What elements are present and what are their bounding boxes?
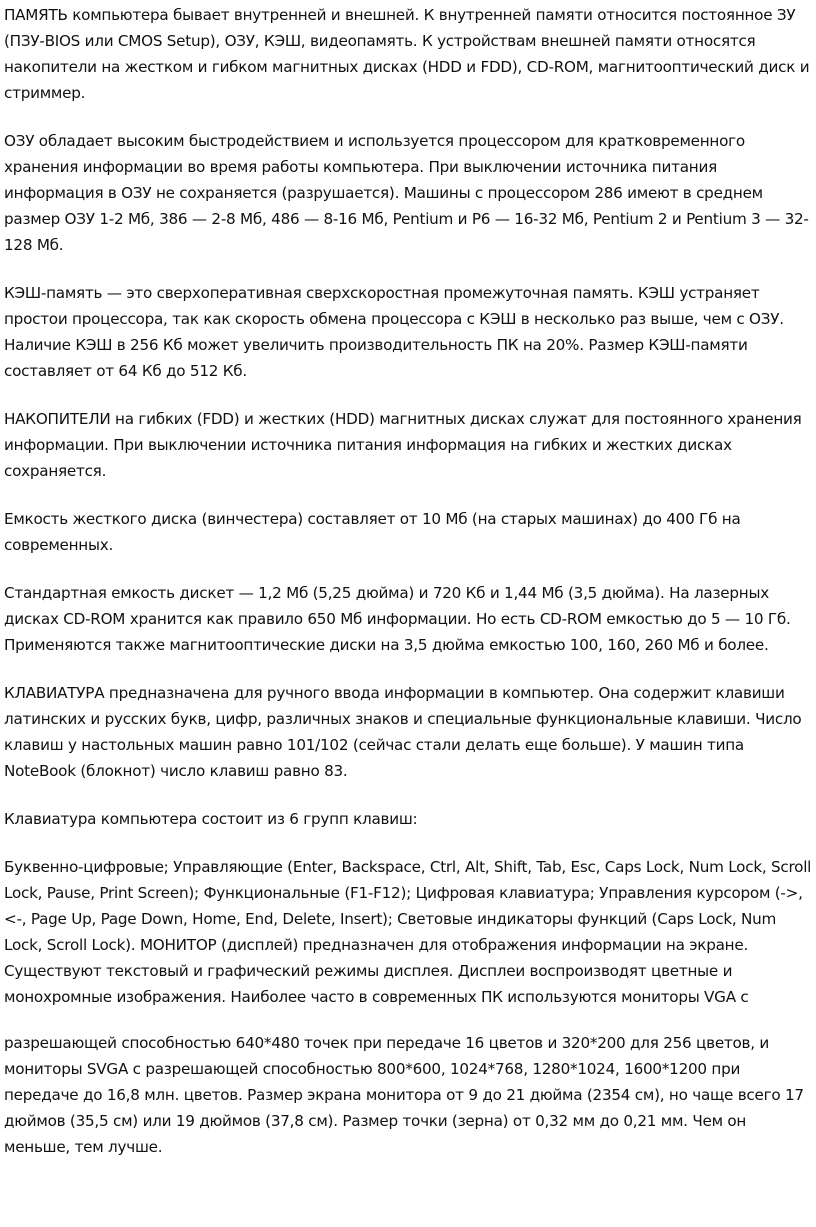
paragraph-cache: КЭШ-память — это сверхоперативная сверхскоростная промежуточная память. КЭШ устраняет простои процессора, так как скорость обмена процессора с КЭШ в несколько раз выше, чем с ОЗУ. Наличие КЭШ в 256 Кб может увеличить производительность ПК на 20%. Размер КЭШ-памяти составляет от 64 Кб до 512 Кб. bbox=[4, 284, 784, 380]
paragraph-floppy-capacity: Стандартная емкость дискет — 1,2 Мб (5,25 дюйма) и 720 Кб и 1,44 Мб (3,5 дюйма). На лазерных дисках CD-ROM хранится как правило 650 Мб информации. Но есть CD-ROM емкостью до 5 — 10 Гб. Применяются также магнитооптические диски на 3,5 дюйма емкостью 100, 160, 260 Мб и более. bbox=[4, 584, 791, 654]
paragraph-drives: НАКОПИТЕЛИ на гибких (FDD) и жестких (HDD) магнитных дисках служат для постоянного хранения информации. При выключении источника питания информация на гибких и жестких дисках сохраняется. bbox=[4, 410, 802, 480]
paragraph-memory: ПАМЯТЬ компьютера бывает внутренней и внешней. К внутренней памяти относится постоянное ЗУ (ПЗУ-BIOS или CMOS Setup), ОЗУ, КЭШ, видеопамять. К устройствам внешней памяти относятся накопители на жестком и гибком магнитных дисках (HDD и FDD), CD-ROM, магнитооптический диск и стриммер. bbox=[4, 6, 810, 102]
paragraph-keyboard-groups: Клавиатура компьютера состоит из 6 групп клавиш: bbox=[4, 810, 418, 828]
paragraph-ram: ОЗУ обладает высоким быстродействием и используется процессором для кратковременного хранения информации во время работы компьютера. При выключении источника питания информация в ОЗУ не сохраняется (разрушается). Машины с процессором 286 имеют в среднем размер ОЗУ 1-2 Мб, 386 — 2-8 Мб, 486 — 8-16 Мб, Pentium и P6 — 16-32 Мб, Pentium 2 и Pentium 3 — 32-128 Мб. bbox=[4, 132, 809, 254]
paragraph-hdd-capacity: Емкость жесткого диска (винчестера) составляет от 10 Мб (на старых машинах) до 400 Гб на современных. bbox=[4, 510, 741, 554]
document-body bbox=[4, 2, 814, 1182]
paragraph-keyboard: КЛАВИАТУРА предназначена для ручного ввода информации в компьютер. Она содержит клавиши латинских и русских букв, цифр, различных знаков и специальные функциональные клавиши. Число клавиш у настольных машин равно 101/102 (сейчас стали делать еще больше). У машин типа NoteBook (блокнот) число клавиш равно 83. bbox=[4, 684, 802, 780]
paragraph-key-groups-monitor: Буквенно-цифровые; Управляющие (Enter, Backspace, Ctrl, Alt, Shift, Tab, Esc, Caps Lock, Num Lock, Scroll Lock, Pause, Print Screen); Функциональные (F1-F12); Цифровая клавиатура; Управления курсором (->,<-, Page Up, Page Down, Home, End, Delete, Insert); Световые индикаторы функций (Caps Lock, Num Lock, Scroll Lock). МОНИТОР (дисплей) предназначен для отображения информации на экране. Существуют текстовый и графический режимы дисплея. Дисплеи воспроизводят цветные и монохромные изображения. Наиболее часто в современных ПК используются мониторы VGA с bbox=[4, 858, 812, 1006]
paragraph-monitor-resolution: разрешающей способностью 640*480 точек при передаче 16 цветов и 320*200 для 256 цветов, и мониторы SVGA с разрешающей способностью 800*600, 1024*768, 1280*1024, 1600*1200 при передаче до 16,8 млн. цветов. Размер экрана монитора от 9 до 21 дюйма (2354 см), но чаще всего 17 дюймов (35,5 см) или 19 дюймов (37,8 см). Размер точки (зерна) от 0,32 мм до 0,21 мм. Чем он меньше, тем лучше. bbox=[4, 1034, 804, 1156]
